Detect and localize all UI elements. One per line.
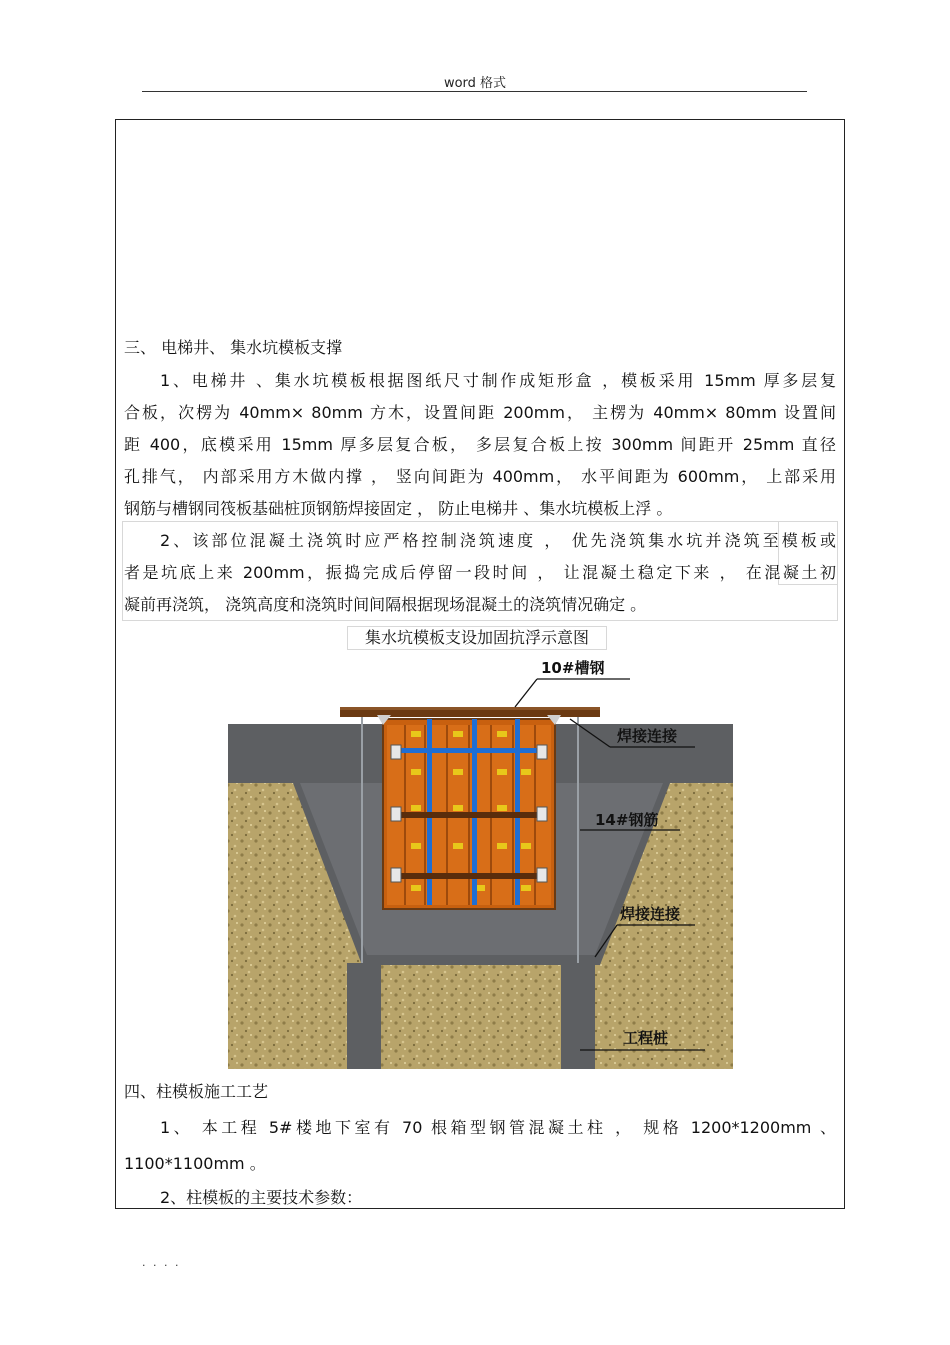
label-pile: 工程桩	[623, 1029, 669, 1047]
header-text: word 格式	[443, 76, 507, 91]
section3-para1-line4: 孔排气， 内部采用方木做内撑 ， 竖向间距为 400mm， 水平间距为 600mm， 上部采用	[124, 467, 836, 486]
page-footer: . . . .	[142, 1256, 181, 1269]
diagram-caption: 集水坑模板支设加固抗浮示意图	[347, 626, 607, 650]
pile-left	[347, 963, 381, 1069]
section4-para2: 2、柱模板的主要技术参数：	[160, 1188, 363, 1207]
section3-para1-line1: 1、电梯井 、集水坑模板根据图纸尺寸制作成矩形盒 ，模板采用 15mm 厚多层复	[160, 371, 836, 390]
section3-para2-line1: 2、该部位混凝土浇筑时应严格控制浇筑速度 ， 优先浇筑集水坑并浇筑至模板或	[160, 531, 836, 550]
section4-para1-line2: 1100*1100mm 。	[124, 1154, 266, 1173]
label-weld-bottom: 焊接连接	[620, 905, 681, 923]
label-weld-top: 焊接连接	[617, 727, 678, 745]
section4-title: 四、柱模板施工工艺	[124, 1082, 269, 1101]
header-rule	[142, 91, 807, 92]
section3-para1-line3: 距 400，底模采用 15mm 厚多层复合板， 多层复合板上按 300mm 间距开 25mm 直径	[124, 435, 836, 454]
section3-para1-line2: 合板，次楞为 40mm× 80mm 方木，设置间距 200mm， 主楞为 40mm× 80mm 设置间	[124, 403, 836, 422]
sump-pit-formwork-diagram	[225, 655, 735, 1070]
section3-para1-line5: 钢筋与槽钢同筏板基础桩顶钢筋焊接固定 ， 防止电梯井 、集水坑模板上浮 。	[124, 499, 673, 518]
section3-para2-line3: 凝前再浇筑， 浇筑高度和浇筑时间间隔根据现场混凝土的浇筑情况确定 。	[124, 595, 647, 614]
section3-title: 三、 电梯井、 集水坑模板支撑	[124, 338, 343, 357]
pile-right	[561, 963, 595, 1069]
label-channel: 10#槽钢	[541, 659, 605, 677]
section4-para1-line1: 1、 本工程 5#楼地下室有 70 根箱型钢管混凝土柱 ， 规格 1200*1200mm 、	[160, 1118, 836, 1137]
section3-para2-line2: 者是坑底上来 200mm，振捣完成后停留一段时间 ， 让混凝土稳定下来 ， 在混凝土初	[124, 563, 836, 582]
label-rebar: 14#钢筋	[595, 811, 659, 829]
